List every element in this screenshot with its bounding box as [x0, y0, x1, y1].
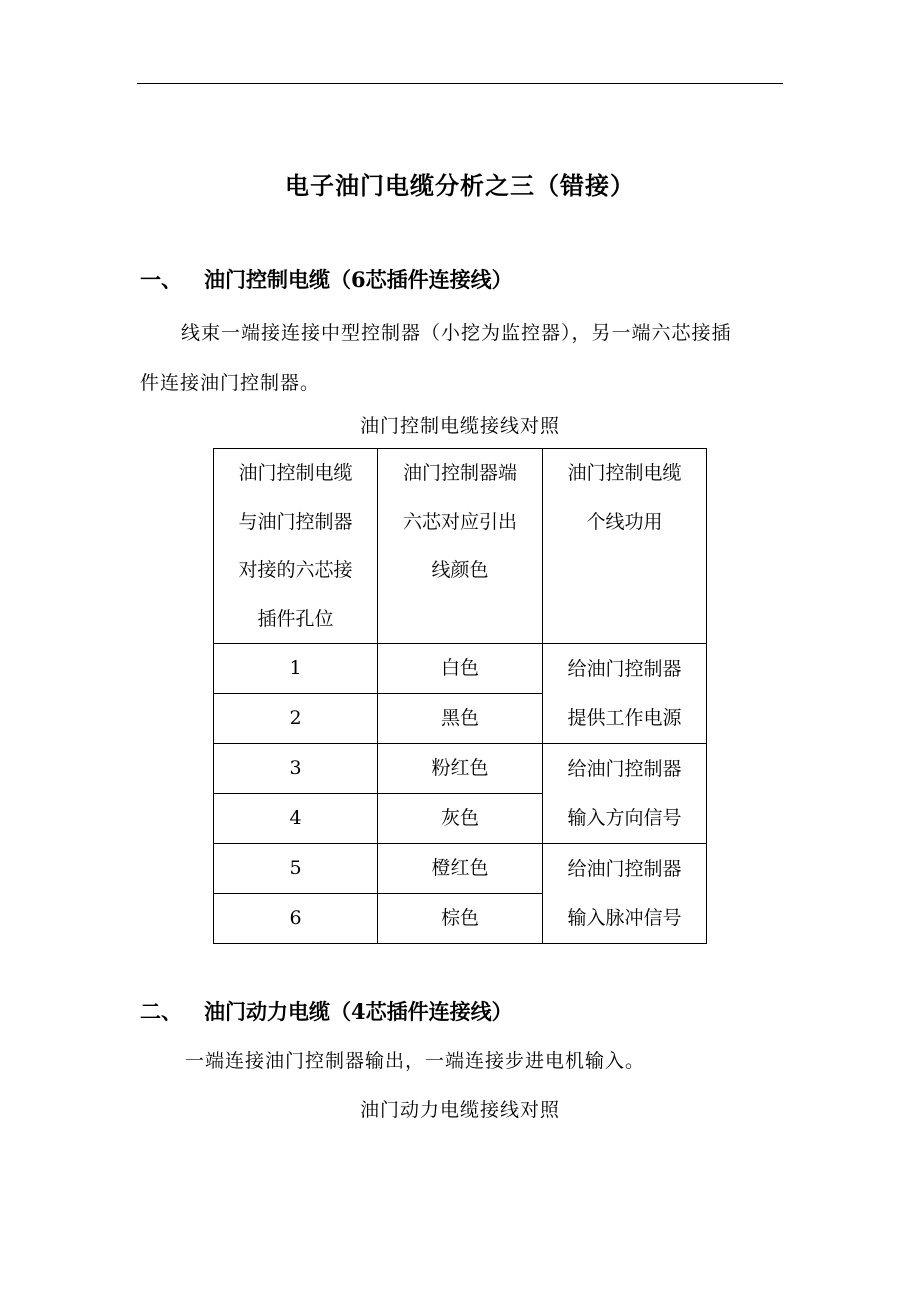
color-cell: 灰色 [378, 794, 543, 844]
header-text: 插件孔位 [257, 607, 334, 630]
function-cell [543, 844, 707, 944]
header-rule [137, 83, 783, 84]
color-cell: 粉红色 [378, 744, 543, 794]
section-1-paragraph-line-2: 件连接油门控制器。 [140, 372, 321, 394]
table-row [214, 844, 707, 894]
table-row [214, 744, 707, 794]
function-text: 给油门控制器 [567, 857, 682, 880]
pin-cell: 4 [214, 794, 378, 844]
section-1-title: 油门控制电缆（6芯插件连接线） [204, 267, 513, 292]
throttle-control-cable-table [213, 448, 707, 944]
pin-cell: 3 [214, 744, 378, 794]
table-1-caption: 油门控制电缆接线对照 [359, 415, 560, 437]
pin-cell: 1 [214, 644, 378, 694]
header-cell-pin [214, 449, 378, 644]
header-text: 油门控制器端 [402, 462, 517, 484]
section-1-number: 一、 [140, 267, 182, 292]
header-text: 油门控制电缆 [567, 462, 682, 484]
table-row [214, 644, 707, 694]
pin-cell: 6 [214, 894, 378, 944]
color-cell: 橙红色 [378, 844, 543, 894]
header-text: 个线功用 [586, 510, 663, 533]
function-text: 提供工作电源 [567, 706, 682, 729]
function-text: 输入方向信号 [567, 806, 682, 829]
header-cell-color [378, 449, 543, 644]
pin-cell: 5 [214, 844, 378, 894]
function-cell [543, 644, 707, 744]
function-cell [543, 744, 707, 844]
section-2-heading [140, 996, 513, 1026]
function-text: 给油门控制器 [567, 657, 682, 680]
color-cell: 棕色 [378, 894, 543, 944]
header-text: 油门控制电缆 [238, 462, 353, 484]
section-2-number: 二、 [140, 999, 182, 1024]
pin-cell: 2 [214, 694, 378, 744]
color-cell: 黑色 [378, 694, 543, 744]
header-text: 与油门控制器 [238, 510, 353, 533]
header-text: 线颜色 [431, 559, 489, 581]
table-header-row [214, 449, 707, 644]
header-text: 对接的六芯接 [238, 559, 353, 581]
document-title: 电子油门电缆分析之三（错接） [285, 171, 635, 200]
table-2-caption: 油门动力电缆接线对照 [359, 1099, 560, 1121]
section-1-paragraph-line-1: 线束一端接连接中型控制器（小挖为监控器），另一端六芯接插 [181, 322, 732, 344]
header-cell-function [543, 449, 707, 644]
function-text: 给油门控制器 [567, 757, 682, 780]
function-text: 输入脉冲信号 [567, 906, 682, 929]
header-text: 六芯对应引出 [402, 510, 517, 533]
section-2-paragraph: 一端连接油门控制器输出，一端连接步进电机输入。 [185, 1050, 646, 1072]
section-2-title: 油门动力电缆（4芯插件连接线） [204, 999, 513, 1024]
color-cell: 白色 [378, 644, 543, 694]
section-1-heading [140, 264, 513, 294]
